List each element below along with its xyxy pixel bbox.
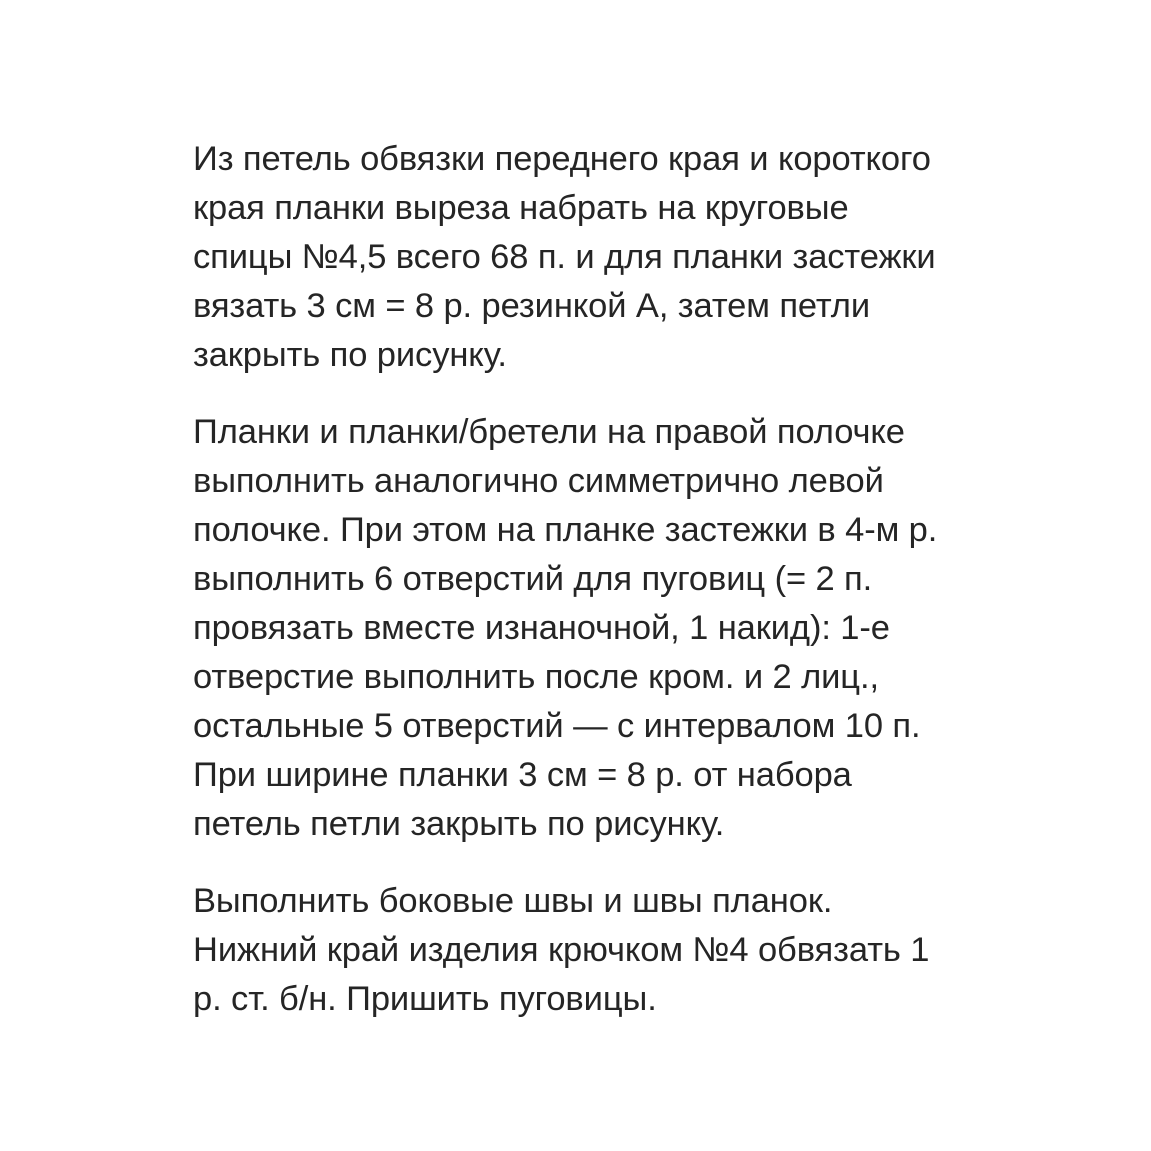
text-line: выполнить 6 отверстий для пуговиц (= 2 п. bbox=[193, 560, 873, 598]
text-line: отверстие выполнить после кром. и 2 лиц., bbox=[193, 658, 879, 696]
paragraph-1 bbox=[193, 135, 993, 380]
paragraph-2 bbox=[193, 408, 993, 849]
paragraph-3 bbox=[193, 877, 993, 1024]
text-line: Нижний край изделия крючком №4 обвязать 1 bbox=[193, 931, 930, 969]
text-line: При ширине планки 3 см = 8 р. от набора bbox=[193, 756, 852, 794]
text-line: Выполнить боковые швы и швы планок. bbox=[193, 882, 833, 920]
text-line: петель петли закрыть по рисунку. bbox=[193, 805, 725, 843]
text-line: закрыть по рисунку. bbox=[193, 336, 507, 374]
text-line: Планки и планки/бретели на правой полочке bbox=[193, 413, 905, 451]
text-line: Из петель обвязки переднего края и короткого bbox=[193, 140, 931, 178]
instructions-text bbox=[193, 135, 993, 1024]
text-line: края планки выреза набрать на круговые bbox=[193, 189, 849, 227]
text-line: р. ст. б/н. Пришить пуговицы. bbox=[193, 980, 657, 1018]
text-line: спицы №4,5 всего 68 п. и для планки застежки bbox=[193, 238, 936, 276]
text-line: остальные 5 отверстий — с интервалом 10 п. bbox=[193, 707, 921, 745]
text-line: выполнить аналогично симметрично левой bbox=[193, 462, 884, 500]
text-line: полочке. При этом на планке застежки в 4-м р. bbox=[193, 511, 938, 549]
text-line: провязать вместе изнаночной, 1 накид): 1-е bbox=[193, 609, 890, 647]
text-line: вязать 3 см = 8 р. резинкой А, затем петли bbox=[193, 287, 871, 325]
